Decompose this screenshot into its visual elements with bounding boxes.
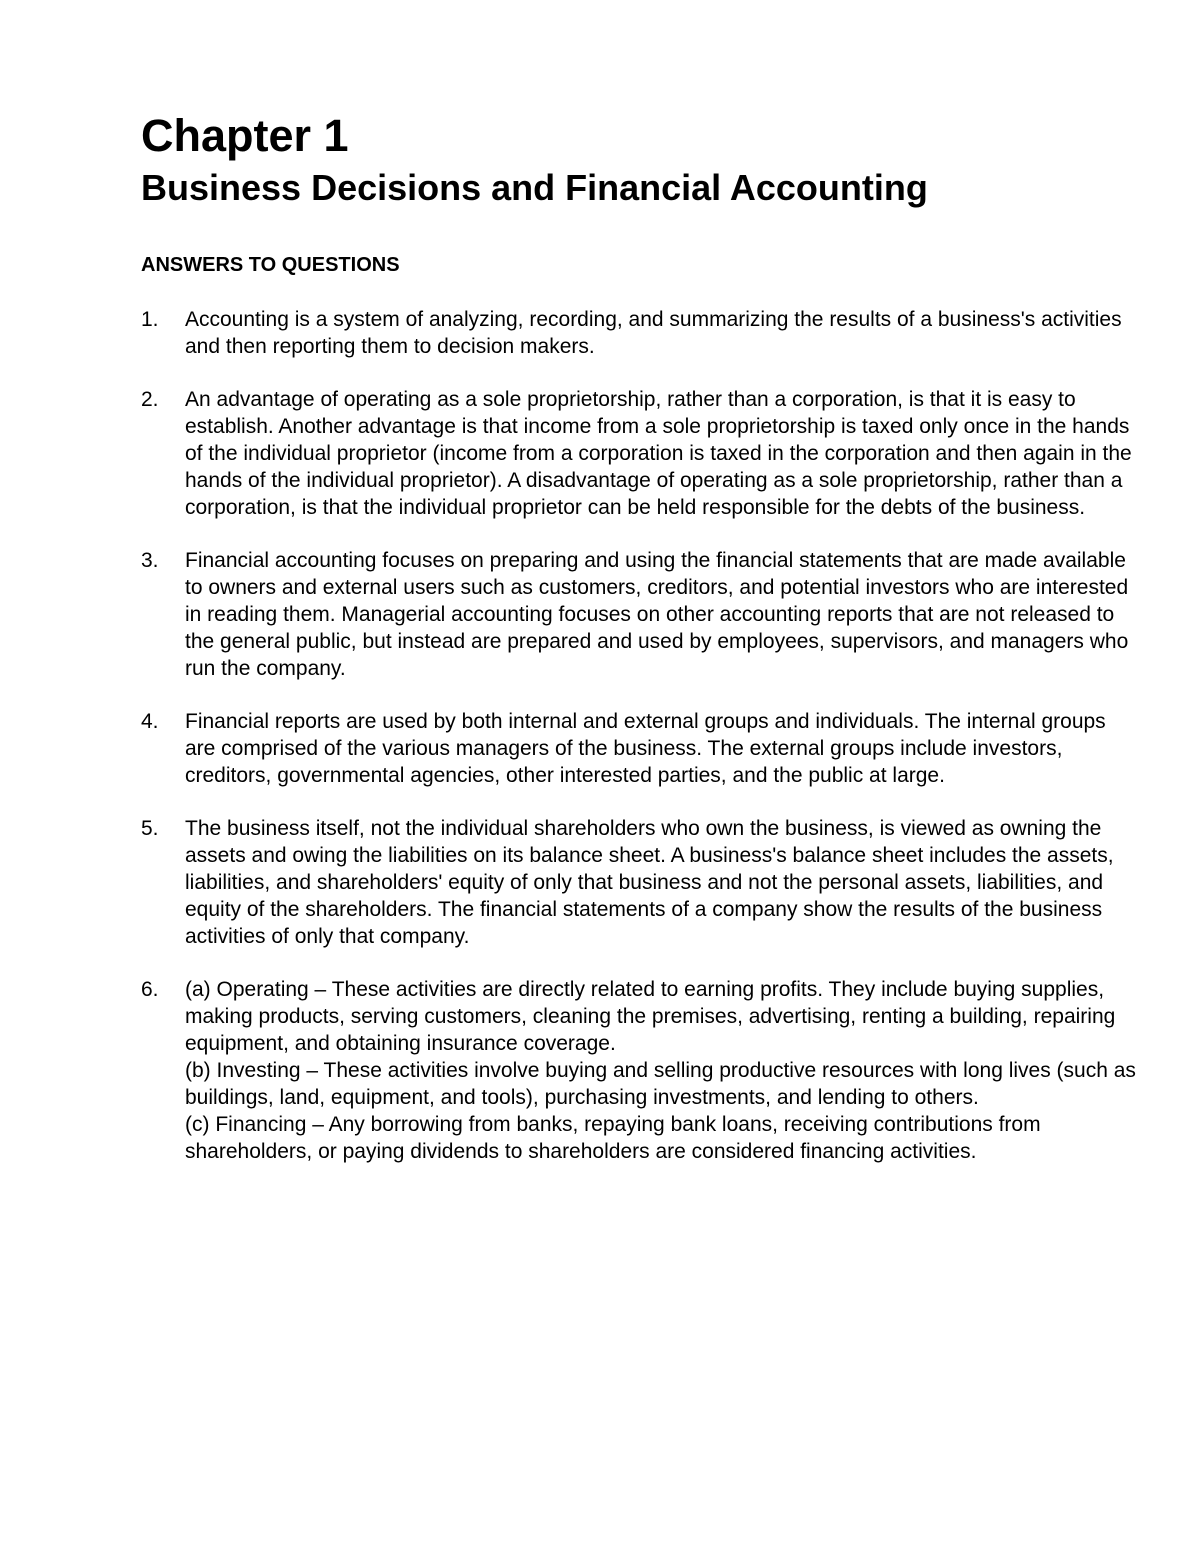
answer-item-2 [141, 386, 1141, 521]
answer-text: Financial accounting focuses on preparing and using the financial statements that are made available to owners and external users such as customers, creditors, and potential investors who are interested in reading them. Managerial accounting focuses on other accounting reports that are not released to the general public, but instead are prepared and used by employees, supervisors, and managers who run the company. [185, 549, 1129, 680]
answer-list [141, 306, 1141, 1191]
answer-item-1 [141, 306, 1141, 360]
answer-text: Accounting is a system of analyzing, recording, and summarizing the results of a business's activities and then reporting them to decision makers. [185, 308, 1122, 358]
answer-text: Financial reports are used by both internal and external groups and individuals. The internal groups are comprised of the various managers of the business. The external groups include investors, creditors, governmental agencies, other interested parties, and the public at large. [185, 710, 1106, 787]
answer-number: 1. [141, 308, 159, 331]
chapter-title: Chapter 1 [141, 110, 349, 161]
section-heading: ANSWERS TO QUESTIONS [141, 254, 400, 276]
answer-number: 3. [141, 549, 159, 572]
answer-number: 2. [141, 388, 159, 411]
answer-number: 6. [141, 978, 159, 1001]
answer-text: An advantage of operating as a sole proprietorship, rather than a corporation, is that it is easy to establish. Another advantage is that income from a sole proprietorship is taxed only once in the hands of the individual proprietor (income from a corporation is taxed in the corporation and then again in the hands of the individual proprietor). A disadvantage of operating as a sole proprietorship, rather than a corporation, is that the individual proprietor can be held responsible for the debts of the business. [185, 388, 1132, 519]
answer-item-3 [141, 547, 1141, 682]
answer-item-4 [141, 708, 1141, 789]
answer-subpart-operating: (a) Operating – These activities are directly related to earning profits. They include buying supplies, making products, serving customers, cleaning the premises, advertising, renting a building, repairing equipment, and obtaining insurance coverage. [185, 978, 1116, 1055]
answer-text: The business itself, not the individual shareholders who own the business, is viewed as owning the assets and owing the liabilities on its balance sheet. A business's balance sheet includes the assets, liabilities, and shareholders' equity of only that business and not the personal assets, liabilities, and equity of the shareholders. The financial statements of a company show the results of the business activities of only that company. [185, 817, 1114, 948]
answer-item-6 [141, 976, 1141, 1165]
chapter-subtitle: Business Decisions and Financial Accounting [141, 167, 928, 208]
answer-number: 4. [141, 710, 159, 733]
answer-subpart-financing: (c) Financing – Any borrowing from banks, repaying bank loans, receiving contributions from shareholders, or paying dividends to shareholders are considered financing activities. [185, 1113, 1041, 1163]
answer-item-5 [141, 815, 1141, 950]
answer-subpart-investing: (b) Investing – These activities involve buying and selling productive resources with long lives (such as buildings, land, equipment, and tools), purchasing investments, and lending to others. [185, 1059, 1136, 1109]
answer-number: 5. [141, 817, 159, 840]
answer-text [185, 976, 1141, 1165]
